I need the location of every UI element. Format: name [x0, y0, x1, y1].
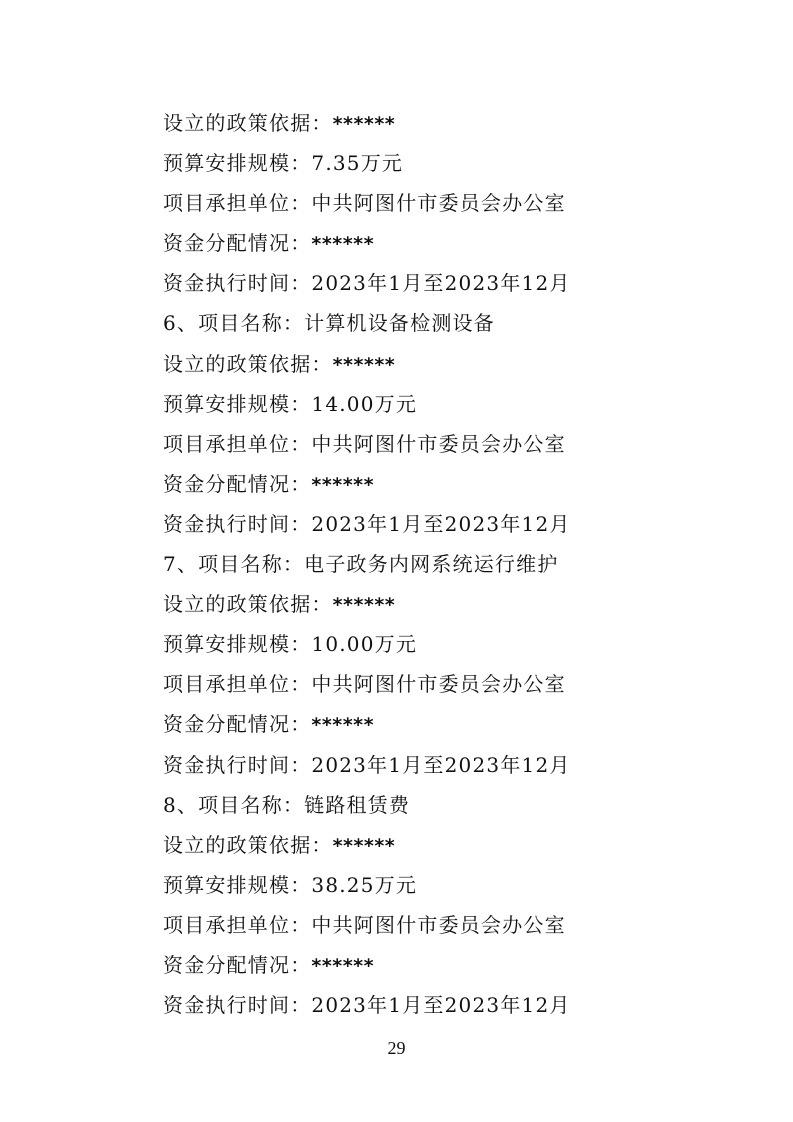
project-name-heading: 6、项目名称：计算机设备检测设备: [163, 311, 495, 336]
page-number: 29: [387, 1038, 406, 1058]
document-body: [163, 103, 773, 1025]
responsible-unit-line: 项目承担单位：中共阿图什市委员会办公室: [163, 912, 566, 937]
responsible-unit-line: 项目承担单位：中共阿图什市委员会办公室: [163, 672, 566, 697]
budget-scale-line: 预算安排规模：10.00万元: [163, 632, 418, 657]
responsible-unit-line: 项目承担单位：中共阿图什市委员会办公室: [163, 431, 566, 456]
budget-scale-line: 预算安排规模：14.00万元: [163, 391, 418, 416]
fund-allocation-line: 资金分配情况：******: [163, 471, 375, 496]
project-name-heading: 8、项目名称：链路租赁费: [163, 792, 411, 817]
responsible-unit-line: 项目承担单位：中共阿图什市委员会办公室: [163, 191, 566, 216]
budget-scale-line: 预算安排规模：7.35万元: [163, 151, 404, 176]
execution-period-line: 资金执行时间：2023年1月至2023年12月: [163, 752, 571, 777]
policy-basis-line: 设立的政策依据：******: [163, 832, 396, 857]
project-name-heading: 7、项目名称：电子政务内网系统运行维护: [163, 552, 559, 577]
execution-period-line: 资金执行时间：2023年1月至2023年12月: [163, 511, 571, 536]
fund-allocation-line: 资金分配情况：******: [163, 952, 375, 977]
policy-basis-line: 设立的政策依据：******: [163, 111, 396, 135]
execution-period-line: 资金执行时间：2023年1月至2023年12月: [163, 271, 571, 296]
fund-allocation-line: 资金分配情况：******: [163, 231, 375, 256]
policy-basis-line: 设立的政策依据：******: [163, 592, 396, 617]
execution-period-line: 资金执行时间：2023年1月至2023年12月: [163, 993, 571, 1018]
policy-basis-line: 设立的政策依据：******: [163, 351, 396, 376]
budget-scale-line: 预算安排规模：38.25万元: [163, 872, 418, 897]
fund-allocation-line: 资金分配情况：******: [163, 712, 375, 737]
